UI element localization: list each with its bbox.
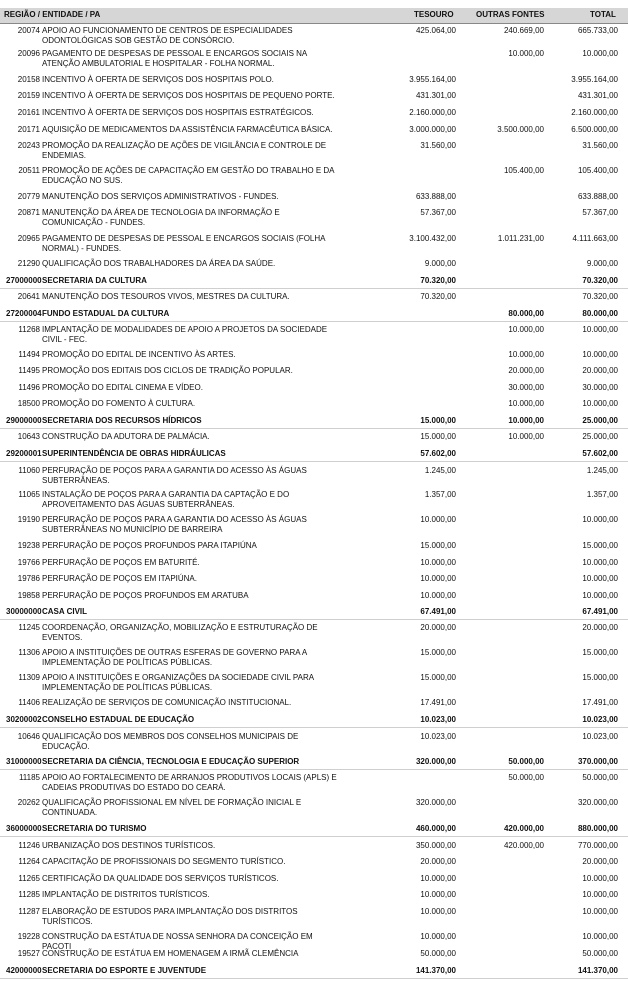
- row-total: 105.400,00: [577, 166, 618, 175]
- table-row: [0, 166, 628, 188]
- row-tesouro: 9.000,00: [424, 259, 456, 268]
- table-row: [0, 541, 628, 553]
- table-row: [0, 49, 628, 71]
- row-description: PROMOÇÃO DA REALIZAÇÃO DE AÇÕES DE VIGILÂNCIA E CONTROLE DE ENDEMIAS.: [42, 141, 327, 160]
- row-description: PAGAMENTO DE DESPESAS DE PESSOAL E ENCARGOS SOCIAIS (FOLHA NORMAL) - FUNDES.: [42, 234, 326, 253]
- table-header: [0, 8, 628, 24]
- table-row: [0, 648, 628, 670]
- row-description: PERFURAÇÃO DE POÇOS EM ITAPIÚNA.: [42, 574, 197, 583]
- table-row: [0, 350, 628, 362]
- row-description: PROMOÇÃO DE AÇÕES DE CAPACITAÇÃO EM GESTÃO DO TRABALHO E DA EDUCAÇÃO NO SUS.: [42, 166, 335, 185]
- row-total: 80.000,00: [582, 309, 618, 318]
- row-code: 11287: [18, 907, 40, 916]
- row-code: 30200002: [6, 715, 42, 724]
- row-code: 20965: [17, 234, 40, 243]
- row-description: PROMOÇÃO DO EDITAL DE INCENTIVO ÀS ARTES.: [42, 350, 236, 359]
- row-code: 19766: [17, 558, 40, 567]
- row-tesouro: 350.000,00: [415, 841, 456, 850]
- table-row: [0, 857, 628, 869]
- row-total: 10.000,00: [582, 399, 618, 408]
- row-total: 17.491,00: [582, 698, 618, 707]
- row-code: 11495: [18, 366, 40, 375]
- row-total: 770.000,00: [577, 841, 618, 850]
- row-outras-fontes: 420.000,00: [503, 841, 544, 850]
- table-row: [0, 890, 628, 902]
- row-total: 633.888,00: [577, 192, 618, 201]
- entity-row: [0, 416, 628, 429]
- row-total: 15.000,00: [582, 648, 618, 657]
- row-total: 6.500.000,00: [571, 125, 618, 134]
- row-description: MANUTENÇÃO DOS SERVIÇOS ADMINISTRATIVOS - FUNDES.: [42, 192, 279, 201]
- row-code: 11496: [18, 383, 40, 392]
- row-total: 10.000,00: [582, 350, 618, 359]
- row-total: 3.955.164,00: [571, 75, 618, 84]
- row-description: CONSTRUÇÃO DA ADUTORA DE PALMÁCIA.: [42, 432, 210, 441]
- table-row: [0, 515, 628, 537]
- table-row: [0, 623, 628, 645]
- row-outras-fontes: 10.000,00: [508, 416, 544, 425]
- row-outras-fontes: 1.011.231,00: [497, 234, 544, 243]
- row-description: CONSTRUÇÃO DA ESTÁTUA DE NOSSA SENHORA DA CONCEIÇÃO EM PACOTI: [42, 932, 313, 951]
- row-tesouro: 141.370,00: [415, 966, 456, 975]
- row-description: SECRETARIA DO ESPORTE E JUVENTUDE: [42, 966, 207, 975]
- row-description: CERTIFICAÇÃO DA QUALIDADE DOS SERVIÇOS TURÍSTICOS.: [42, 874, 279, 883]
- row-tesouro: 10.000,00: [420, 907, 456, 916]
- row-tesouro: 15.000,00: [420, 648, 456, 657]
- row-tesouro: 50.000,00: [420, 949, 456, 958]
- row-code: 11060: [18, 466, 40, 475]
- table-row: [0, 732, 628, 751]
- row-total: 880.000,00: [577, 824, 618, 833]
- row-code: 30000000: [6, 607, 42, 616]
- row-total: 10.000,00: [582, 932, 618, 941]
- row-description: PROMOÇÃO DO FOMENTO À CULTURA.: [42, 399, 196, 408]
- table-row: [0, 558, 628, 570]
- table-row: [0, 466, 628, 488]
- row-outras-fontes: 10.000,00: [508, 432, 544, 441]
- row-total: 141.370,00: [577, 966, 618, 975]
- row-total: 665.733,00: [577, 26, 618, 35]
- row-description: SECRETARIA DA CULTURA: [42, 276, 147, 285]
- row-code: 20171: [17, 125, 40, 134]
- row-outras-fontes: 20.000,00: [508, 366, 544, 375]
- row-tesouro: 31.560,00: [420, 141, 456, 150]
- table-row: [0, 932, 628, 951]
- row-tesouro: 20.000,00: [420, 857, 456, 866]
- row-description: PERFURAÇÃO DE POÇOS EM BATURITÉ.: [42, 558, 200, 567]
- table-row: [0, 574, 628, 586]
- table-row: [0, 591, 628, 603]
- row-total: 10.000,00: [582, 574, 618, 583]
- table-row: [0, 773, 628, 795]
- row-code: 19238: [17, 541, 40, 550]
- row-tesouro: 460.000,00: [415, 824, 456, 833]
- row-description: COORDENAÇÃO, ORGANIZAÇÃO, MOBILIZAÇÃO E ESTRUTURAÇÃO DE EVENTOS.: [42, 623, 318, 642]
- row-description: FUNDO ESTADUAL DA CULTURA: [42, 309, 170, 318]
- row-code: 27000000: [6, 276, 42, 285]
- table-row: [0, 141, 628, 163]
- row-outras-fontes: 50.000,00: [508, 757, 544, 766]
- row-total: 20.000,00: [582, 366, 618, 375]
- row-description: ELABORAÇÃO DE ESTUDOS PARA IMPLANTAÇÃO DOS DISTRITOS TURÍSTICOS.: [42, 907, 298, 926]
- row-description: PAGAMENTO DE DESPESAS DE PESSOAL E ENCARGOS SOCIAIS NA ATENÇÃO AMBULATORIAL E HOSPITALAR - FOLHA NORMAL.: [42, 49, 307, 68]
- table-row: [0, 841, 628, 853]
- row-tesouro: 3.100.432,00: [409, 234, 456, 243]
- row-description: INCENTIVO À OFERTA DE SERVIÇOS DOS HOSPITAIS ESTRATÉGICOS.: [42, 108, 314, 117]
- row-tesouro: 2.160.000,00: [409, 108, 456, 117]
- row-total: 370.000,00: [577, 757, 618, 766]
- row-code: 10646: [17, 732, 40, 741]
- row-tesouro: 320.000,00: [415, 757, 456, 766]
- row-total: 10.023,00: [582, 732, 618, 741]
- row-description: IMPLANTAÇÃO DE MODALIDADES DE APOIO A PROJETOS DA SOCIEDADE CIVIL - FEC.: [42, 325, 328, 344]
- entity-row: [0, 309, 628, 322]
- row-total: 15.000,00: [582, 541, 618, 550]
- table-row: [0, 125, 628, 137]
- table-row: [0, 75, 628, 87]
- row-description: APOIO AO FUNCIONAMENTO DE CENTROS DE ESPECIALIDADES ODONTOLÓGICAS SOB GESTÃO DE CONSÓRCIO.: [42, 26, 293, 45]
- entity-row: [0, 607, 628, 620]
- row-code: 31000000: [6, 757, 42, 766]
- row-code: 29200001: [6, 449, 42, 458]
- row-outras-fontes: 10.000,00: [508, 325, 544, 334]
- entity-row: [0, 966, 628, 979]
- row-tesouro: 633.888,00: [415, 192, 456, 201]
- row-tesouro: 15.000,00: [420, 432, 456, 441]
- row-description: SUPERINTENDÊNCIA DE OBRAS HIDRÁULICAS: [42, 449, 226, 458]
- row-code: 20096: [17, 49, 40, 58]
- row-description: URBANIZAÇÃO DOS DESTINOS TURÍSTICOS.: [42, 841, 216, 850]
- row-code: 11264: [18, 857, 40, 866]
- row-total: 10.000,00: [582, 558, 618, 567]
- row-code: 20159: [17, 91, 40, 100]
- row-code: 36000000: [6, 824, 42, 833]
- table-row: [0, 26, 628, 48]
- row-tesouro: 10.000,00: [420, 558, 456, 567]
- row-code: 27200004: [6, 309, 42, 318]
- table-row: [0, 108, 628, 120]
- row-tesouro: 10.000,00: [420, 890, 456, 899]
- row-total: 10.000,00: [582, 49, 618, 58]
- row-tesouro: 10.000,00: [420, 515, 456, 524]
- row-outras-fontes: 30.000,00: [508, 383, 544, 392]
- row-code: 11246: [18, 841, 40, 850]
- table-row: [0, 490, 628, 512]
- entity-row: [0, 449, 628, 462]
- table-row: [0, 673, 628, 695]
- table-row: [0, 399, 628, 411]
- row-tesouro: 3.955.164,00: [409, 75, 456, 84]
- row-code: 42000000: [6, 966, 42, 975]
- table-row: [0, 698, 628, 710]
- row-description: APOIO AO FORTALECIMENTO DE ARRANJOS PRODUTIVOS LOCAIS (APLS) E CADEIAS PRODUTIVAS DO ESTADO DO CEARÁ.: [42, 773, 337, 792]
- row-total: 10.000,00: [582, 874, 618, 883]
- row-total: 50.000,00: [582, 949, 618, 958]
- row-total: 30.000,00: [582, 383, 618, 392]
- row-code: 20511: [18, 166, 40, 175]
- row-description: INCENTIVO À OFERTA DE SERVIÇOS DOS HOSPITAIS POLO.: [42, 75, 274, 84]
- row-outras-fontes: 10.000,00: [508, 350, 544, 359]
- row-description: PERFURAÇÃO DE POÇOS PARA A GARANTIA DO ACESSO ÀS ÁGUAS SUBTERRÂNEAS.: [42, 466, 307, 485]
- row-tesouro: 57.602,00: [420, 449, 456, 458]
- row-code: 19858: [17, 591, 40, 600]
- row-tesouro: 425.064,00: [415, 26, 456, 35]
- row-total: 10.023,00: [582, 715, 618, 724]
- row-tesouro: 10.000,00: [420, 932, 456, 941]
- row-code: 11265: [18, 874, 40, 883]
- row-code: 18500: [17, 399, 40, 408]
- row-description: SECRETARIA DO TURISMO: [42, 824, 147, 833]
- row-total: 4.111.663,00: [572, 234, 618, 243]
- row-description: REALIZAÇÃO DE SERVIÇOS DE COMUNICAÇÃO INSTITUCIONAL.: [42, 698, 292, 707]
- row-tesouro: 70.320,00: [420, 292, 456, 301]
- row-tesouro: 57.367,00: [420, 208, 456, 217]
- entity-row: [0, 824, 628, 837]
- row-description: CONSTRUÇÃO DE ESTÁTUA EM HOMENAGEM A IRMÃ CLEMÊNCIA: [42, 949, 299, 958]
- row-tesouro: 15.000,00: [420, 541, 456, 550]
- row-code: 10643: [17, 432, 40, 441]
- row-description: INCENTIVO À OFERTA DE SERVIÇOS DOS HOSPITAIS DE PEQUENO PORTE.: [42, 91, 335, 100]
- row-tesouro: 15.000,00: [420, 416, 456, 425]
- row-total: 20.000,00: [582, 857, 618, 866]
- row-tesouro: 10.000,00: [420, 874, 456, 883]
- row-description: PROMOÇÃO DO EDITAL CINEMA E VÍDEO.: [42, 383, 203, 392]
- row-outras-fontes: 50.000,00: [508, 773, 544, 782]
- row-code: 20871: [17, 208, 40, 217]
- row-code: 20074: [17, 26, 40, 35]
- row-total: 1.357,00: [586, 490, 618, 499]
- row-code: 19190: [17, 515, 40, 524]
- table-row: [0, 325, 628, 347]
- row-description: AQUISIÇÃO DE MEDICAMENTOS DA ASSISTÊNCIA FARMACÊUTICA BÁSICA.: [42, 125, 333, 134]
- row-code: 11245: [18, 623, 40, 632]
- row-total: 25.000,00: [582, 416, 618, 425]
- row-code: 11285: [18, 890, 40, 899]
- header-total: TOTAL: [590, 10, 616, 19]
- table-row: [0, 874, 628, 886]
- row-tesouro: 1.245,00: [424, 466, 456, 475]
- row-tesouro: 15.000,00: [420, 673, 456, 682]
- table-row: [0, 432, 628, 444]
- entity-row: [0, 757, 628, 770]
- row-total: 70.320,00: [582, 292, 618, 301]
- table-row: [0, 292, 628, 304]
- row-outras-fontes: 105.400,00: [503, 166, 544, 175]
- row-total: 57.367,00: [582, 208, 618, 217]
- row-outras-fontes: 10.000,00: [508, 399, 544, 408]
- row-outras-fontes: 10.000,00: [508, 49, 544, 58]
- row-code: 19786: [17, 574, 40, 583]
- row-total: 431.301,00: [577, 91, 618, 100]
- row-description: MANUTENÇÃO DA ÁREA DE TECNOLOGIA DA INFORMAÇÃO E COMUNICAÇÃO - FUNDES.: [42, 208, 280, 227]
- row-total: 10.000,00: [582, 591, 618, 600]
- table-row: [0, 907, 628, 929]
- header-tesouro: TESOURO: [414, 10, 454, 19]
- row-code: 20262: [17, 798, 40, 807]
- row-code: 20779: [17, 192, 40, 201]
- table-row: [0, 798, 628, 820]
- row-tesouro: 1.357,00: [424, 490, 456, 499]
- row-total: 10.000,00: [582, 907, 618, 916]
- row-code: 21290: [17, 259, 40, 268]
- row-total: 1.245,00: [586, 466, 618, 475]
- row-tesouro: 431.301,00: [415, 91, 456, 100]
- row-code: 11306: [18, 648, 40, 657]
- row-code: 29000000: [6, 416, 42, 425]
- entity-row: [0, 276, 628, 289]
- row-total: 10.000,00: [582, 515, 618, 524]
- table-row: [0, 208, 628, 230]
- row-total: 320.000,00: [577, 798, 618, 807]
- row-description: PROMOÇÃO DOS EDITAIS DOS CICLOS DE TRADIÇÃO POPULAR.: [42, 366, 293, 375]
- row-description: IMPLANTAÇÃO DE DISTRITOS TURÍSTICOS.: [42, 890, 210, 899]
- row-total: 15.000,00: [582, 673, 618, 682]
- row-code: 20641: [17, 292, 40, 301]
- row-tesouro: 3.000.000,00: [409, 125, 456, 134]
- row-code: 11406: [18, 698, 40, 707]
- row-description: PERFURAÇÃO DE POÇOS PARA A GARANTIA DO ACESSO ÀS ÁGUAS SUBTERRÂNEAS NO MUNICÍPIO DE BARREIRA: [42, 515, 307, 534]
- row-outras-fontes: 80.000,00: [508, 309, 544, 318]
- row-total: 20.000,00: [582, 623, 618, 632]
- row-tesouro: 70.320,00: [420, 276, 456, 285]
- row-description: APOIO A INSTITUIÇÕES DE OUTRAS ESFERAS DE GOVERNO PARA A IMPLEMENTAÇÃO DE POLÍTICAS PÚBLICAS.: [42, 648, 307, 667]
- row-description: CAPACITAÇÃO DE PROFISSIONAIS DO SEGMENTO TURÍSTICO.: [42, 857, 286, 866]
- row-description: SECRETARIA DA CIÊNCIA, TECNOLOGIA E EDUCAÇÃO SUPERIOR: [42, 757, 300, 766]
- row-description: SECRETARIA DOS RECURSOS HÍDRICOS: [42, 416, 202, 425]
- row-description: CONSELHO ESTADUAL DE EDUCAÇÃO: [42, 715, 195, 724]
- row-description: PERFURAÇÃO DE POÇOS PROFUNDOS PARA ITAPIÚNA: [42, 541, 257, 550]
- row-total: 25.000,00: [582, 432, 618, 441]
- row-tesouro: 10.000,00: [420, 591, 456, 600]
- row-description: MANUTENÇÃO DOS TESOUROS VIVOS, MESTRES DA CULTURA.: [42, 292, 290, 301]
- row-total: 70.320,00: [582, 276, 618, 285]
- row-code: 19228: [17, 932, 40, 941]
- row-total: 50.000,00: [582, 773, 618, 782]
- row-description: CASA CIVIL: [42, 607, 88, 616]
- row-code: 20243: [17, 141, 40, 150]
- table-row: [0, 383, 628, 395]
- row-total: 67.491,00: [582, 607, 618, 616]
- row-code: 20158: [17, 75, 40, 84]
- row-description: QUALIFICAÇÃO DOS TRABALHADORES DA ÁREA DA SAÚDE.: [42, 259, 276, 268]
- row-code: 11268: [18, 325, 40, 334]
- row-description: INSTALAÇÃO DE POÇOS PARA A GARANTIA DA CAPTAÇÃO E DO APROVEITAMENTO DAS ÁGUAS SUBTERRÂNEAS.: [42, 490, 290, 509]
- row-code: 19527: [17, 949, 40, 958]
- row-tesouro: 320.000,00: [415, 798, 456, 807]
- row-tesouro: 20.000,00: [420, 623, 456, 632]
- row-tesouro: 10.023,00: [420, 732, 456, 741]
- row-outras-fontes: 3.500.000,00: [497, 125, 544, 134]
- row-tesouro: 67.491,00: [420, 607, 456, 616]
- row-tesouro: 10.023,00: [420, 715, 456, 724]
- entity-row: [0, 715, 628, 728]
- row-description: QUALIFICAÇÃO PROFISSIONAL EM NÍVEL DE FORMAÇÃO INICIAL E CONTINUADA.: [42, 798, 302, 817]
- row-tesouro: 10.000,00: [420, 574, 456, 583]
- row-total: 10.000,00: [582, 325, 618, 334]
- row-code: 11185: [18, 773, 40, 782]
- row-total: 31.560,00: [582, 141, 618, 150]
- table-row: [0, 259, 628, 271]
- row-description: APOIO A INSTITUIÇÕES E ORGANIZAÇÕES DA SOCIEDADE CIVIL PARA IMPLEMENTAÇÃO DE POLÍTICAS PÚBLICAS.: [42, 673, 314, 692]
- row-tesouro: 17.491,00: [420, 698, 456, 707]
- table-row: [0, 91, 628, 103]
- row-total: 9.000,00: [586, 259, 618, 268]
- row-outras-fontes: 420.000,00: [503, 824, 544, 833]
- table-row: [0, 192, 628, 204]
- row-total: 57.602,00: [582, 449, 618, 458]
- header-regiao: REGIÃO / ENTIDADE / PA: [4, 10, 101, 19]
- header-outras-fontes: OUTRAS FONTES: [476, 10, 545, 19]
- table-row: [0, 234, 628, 256]
- row-total: 10.000,00: [582, 890, 618, 899]
- row-description: PERFURAÇÃO DE POÇOS PROFUNDOS EM ARATUBA: [42, 591, 249, 600]
- row-code: 11065: [18, 490, 40, 499]
- row-code: 11309: [18, 673, 40, 682]
- row-code: 11494: [18, 350, 40, 359]
- row-description: QUALIFICAÇÃO DOS MEMBROS DOS CONSELHOS MUNICIPAIS DE EDUCAÇÃO.: [42, 732, 299, 751]
- table-row: [0, 949, 628, 961]
- row-outras-fontes: 240.669,00: [503, 26, 544, 35]
- row-code: 20161: [17, 108, 40, 117]
- table-row: [0, 366, 628, 378]
- row-total: 2.160.000,00: [571, 108, 618, 117]
